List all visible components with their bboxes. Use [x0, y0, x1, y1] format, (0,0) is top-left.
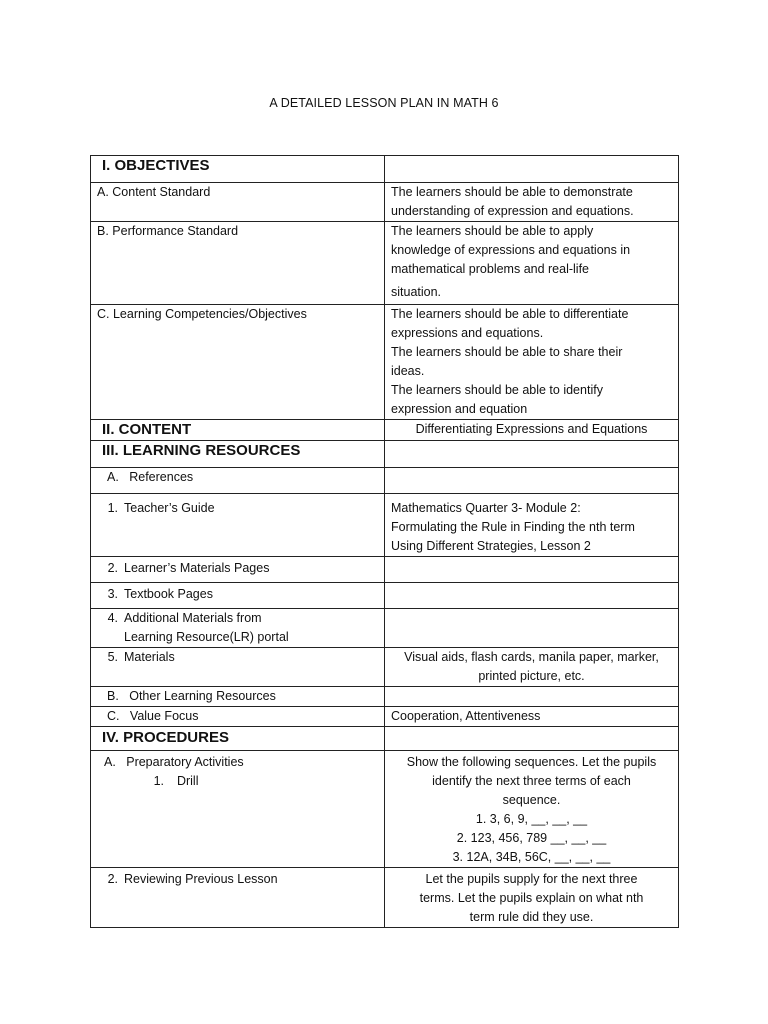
learning-competencies-row: [91, 305, 679, 420]
learners-materials-row: [91, 557, 679, 583]
references-row: [91, 468, 679, 494]
learning-competencies-text: expressions and equations.: [391, 326, 544, 340]
procedures-header-row: [91, 727, 679, 751]
other-resources-empty: [385, 687, 679, 707]
drill-sequence: 2. 123, 456, 789 __, __, __: [456, 831, 607, 845]
performance-standard-text: knowledge of expressions and equations in: [391, 243, 631, 257]
textbook-pages-empty: [385, 583, 679, 609]
content-heading: II. CONTENT: [102, 421, 192, 438]
teachers-guide-row: [91, 494, 679, 557]
drill-instruction: sequence.: [502, 793, 561, 807]
reviewing-text: term rule did they use.: [469, 910, 594, 924]
reviewing-text: terms. Let the pupils explain on what nth: [419, 891, 644, 905]
learning-resources-header-row: [91, 441, 679, 468]
learning-competencies-text: The learners should be able to identify: [391, 383, 603, 397]
teachers-guide-num: 1.: [107, 501, 118, 515]
drill-label: Drill: [176, 774, 199, 788]
additional-materials-label: Additional Materials from: [124, 611, 262, 625]
value-focus-row: [91, 707, 679, 727]
lesson-plan-table: [90, 155, 679, 928]
additional-materials-empty: [385, 609, 679, 648]
materials-row: [91, 648, 679, 687]
additional-materials-row: [91, 609, 679, 648]
value-focus-label: Value Focus: [129, 709, 199, 723]
document-title: A DETAILED LESSON PLAN IN MATH 6: [269, 96, 499, 110]
procedures-heading: IV. PROCEDURES: [102, 729, 229, 746]
reviewing-row: [91, 868, 679, 928]
other-resources-label: Other Learning Resources: [129, 689, 276, 703]
textbook-pages-label: Textbook Pages: [124, 587, 213, 601]
value-focus-value: Cooperation, Attentiveness: [391, 709, 541, 723]
references-label: References: [129, 470, 194, 484]
learning-resources-header-empty: [385, 441, 679, 468]
preparatory-activities-row: [91, 751, 679, 868]
drill-sequence: 3. 12A, 34B, 56C, __, __, __: [452, 850, 611, 864]
content-value: Differentiating Expressions and Equations: [415, 422, 648, 436]
textbook-pages-num: 3.: [107, 587, 118, 601]
value-focus-letter: C.: [107, 709, 120, 723]
preparatory-label: Preparatory Activities: [126, 755, 244, 769]
drill-instruction: Show the following sequences. Let the pupils: [406, 755, 657, 769]
materials-text: Visual aids, flash cards, manila paper, marker,: [404, 650, 659, 664]
references-empty: [385, 468, 679, 494]
objectives-heading: I. OBJECTIVES: [102, 157, 210, 174]
reviewing-text: Let the pupils supply for the next three: [425, 872, 638, 886]
learning-competencies-text: expression and equation: [391, 402, 528, 416]
learning-resources-heading: III. LEARNING RESOURCES: [102, 442, 301, 459]
performance-standard-text: situation.: [391, 285, 442, 299]
learning-competencies-text: ideas.: [391, 364, 425, 378]
teachers-guide-text: Formulating the Rule in Finding the nth term: [391, 520, 635, 534]
learning-competencies-label: C. Learning Competencies/Objectives: [97, 307, 307, 321]
performance-standard-row: [91, 222, 679, 305]
learning-competencies-text: The learners should be able to share their: [391, 345, 623, 359]
content-standard-row: [91, 183, 679, 222]
content-standard-label: A. Content Standard: [97, 185, 211, 199]
additional-materials-num: 4.: [107, 611, 118, 625]
performance-standard-text: mathematical problems and real-life: [391, 262, 590, 276]
content-row: [91, 420, 679, 441]
materials-label: Materials: [124, 650, 175, 664]
additional-materials-label: Learning Resource(LR) portal: [124, 630, 289, 644]
performance-standard-text: The learners should be able to apply: [391, 224, 594, 238]
materials-num: 5.: [107, 650, 118, 664]
teachers-guide-text: Using Different Strategies, Lesson 2: [391, 539, 591, 553]
drill-sequence: 1. 3, 6, 9, __, __, __: [475, 812, 588, 826]
textbook-pages-row: [91, 583, 679, 609]
reviewing-label: Reviewing Previous Lesson: [124, 872, 278, 886]
learners-materials-num: 2.: [107, 561, 118, 575]
content-standard-text: understanding of expression and equations.: [391, 204, 634, 218]
materials-text: printed picture, etc.: [478, 669, 585, 683]
other-resources-letter: B.: [107, 689, 119, 703]
teachers-guide-text: Mathematics Quarter 3- Module 2:: [391, 501, 581, 515]
reviewing-num: 2.: [107, 872, 118, 886]
drill-num: 1.: [153, 774, 164, 788]
references-letter: A.: [107, 470, 119, 484]
content-standard-text: The learners should be able to demonstrate: [391, 185, 633, 199]
learners-materials-empty: [385, 557, 679, 583]
learning-competencies-text: The learners should be able to differentiate: [391, 307, 629, 321]
objectives-header-row: [91, 156, 679, 183]
drill-instruction: identify the next three terms of each: [432, 774, 631, 788]
preparatory-letter: A.: [104, 755, 116, 769]
procedures-header-empty: [385, 727, 679, 751]
teachers-guide-label: Teacher’s Guide: [124, 501, 215, 515]
other-resources-row: [91, 687, 679, 707]
objectives-header-empty: [385, 156, 679, 183]
learners-materials-label: Learner’s Materials Pages: [124, 561, 270, 575]
performance-standard-label: B. Performance Standard: [97, 224, 239, 238]
